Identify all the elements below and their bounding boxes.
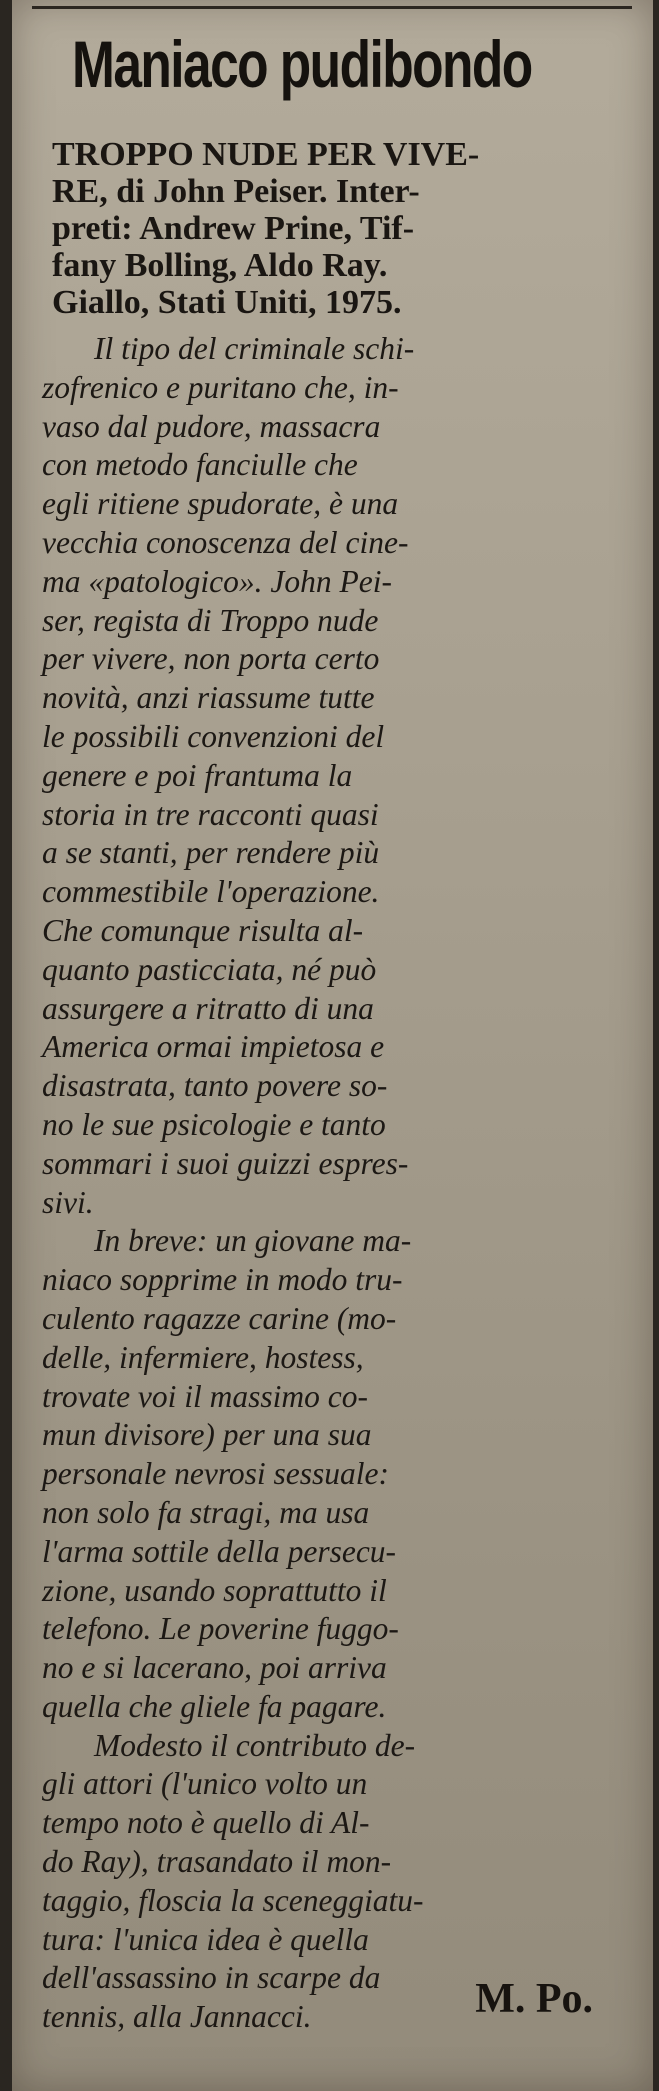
credits-line: preti: Andrew Prine, Tif-	[52, 210, 415, 247]
review-line: ser, regista di Troppo nude	[42, 602, 379, 638]
review-line: egli ritiene spudorate, è una	[42, 486, 399, 522]
review-line: Il tipo del criminale schi-	[94, 331, 415, 366]
newspaper-clipping	[12, 0, 653, 2091]
review-line: Che comunque risulta al-	[42, 912, 364, 948]
review-line: dell'assassino in scarpe da	[42, 1960, 381, 1996]
review-line: tura: l'unica idea è quella	[42, 1921, 369, 1957]
film-credits	[52, 136, 632, 321]
credits-line: fany Bolling, Aldo Ray.	[52, 247, 388, 284]
review-line: taggio, floscia la sceneggiatu-	[42, 1882, 424, 1918]
review-line: storia in tre racconti quasi	[42, 796, 379, 832]
review-line: quella che gliele fa pagare.	[42, 1688, 387, 1724]
review-line: In breve: un giovane ma-	[94, 1223, 412, 1259]
credits-line: Giallo, Stati Uniti, 1975.	[52, 284, 402, 321]
review-line: genere e poi frantuma la	[42, 757, 353, 793]
review-line: no e si lacerano, poi arriva	[42, 1650, 387, 1686]
review-line: delle, infermiere, hostess,	[42, 1339, 364, 1375]
review-line: culento ragazze carine (mo-	[42, 1300, 397, 1336]
review-line: per vivere, non porta certo	[42, 641, 380, 677]
review-line: commestibile l'operazione.	[42, 874, 380, 910]
credits-line: TROPPO NUDE PER VIVE-	[52, 136, 480, 173]
review-line: le possibili convenzioni del	[42, 718, 385, 754]
headline: Maniaco pudibondo	[72, 27, 532, 101]
review-line: personale nevrosi sessuale:	[42, 1456, 390, 1492]
author-signature: M. Po.	[475, 1976, 593, 2022]
review-line: niaco sopprime in modo tru-	[42, 1262, 403, 1298]
review-line: ma «patologico». John Pei-	[42, 563, 392, 599]
review-line: America ormai impietosa e	[42, 1029, 385, 1065]
review-line: vaso dal pudore, massacra	[42, 408, 381, 444]
review-line: sommari i suoi guizzi espres-	[42, 1145, 409, 1181]
review-line: mun divisore) per una sua	[42, 1417, 372, 1453]
review-line: non solo fa stragi, ma usa	[42, 1494, 370, 1530]
review-line: gli attori (l'unico volto un	[42, 1766, 368, 1802]
review-line: novità, anzi riassume tutte	[42, 680, 375, 716]
review-line: telefono. Le poverine fuggo-	[42, 1611, 399, 1647]
credits-line: RE, di John Peiser. Inter-	[52, 173, 420, 210]
review-line: assurgere a ritratto di una	[42, 990, 374, 1026]
review-line: quanto pasticciata, né può	[42, 951, 377, 987]
review-line: l'arma sottile della persecu-	[42, 1533, 397, 1569]
review-line: Modesto il contributo de-	[94, 1727, 416, 1763]
review-line: no le sue psicologie e tanto	[42, 1106, 386, 1142]
review-line: zione, usando soprattutto il	[42, 1572, 387, 1608]
review-body	[42, 330, 630, 2037]
review-line: sivi.	[42, 1184, 94, 1220]
review-line: tennis, alla Jannacci.	[42, 1999, 312, 2035]
review-line: tempo noto è quello di Al-	[42, 1805, 370, 1841]
review-line: do Ray), trasandato il mon-	[42, 1844, 392, 1880]
review-line: disastrata, tanto povere so-	[42, 1068, 388, 1104]
top-rule	[32, 6, 632, 9]
review-line: zofrenico e puritano che, in-	[42, 369, 399, 405]
review-line: vecchia conoscenza del cine-	[42, 524, 409, 560]
review-line: a se stanti, per rendere più	[42, 835, 380, 871]
review-line: trovate voi il massimo co-	[42, 1378, 369, 1414]
review-line: con metodo fanciulle che	[42, 447, 358, 483]
